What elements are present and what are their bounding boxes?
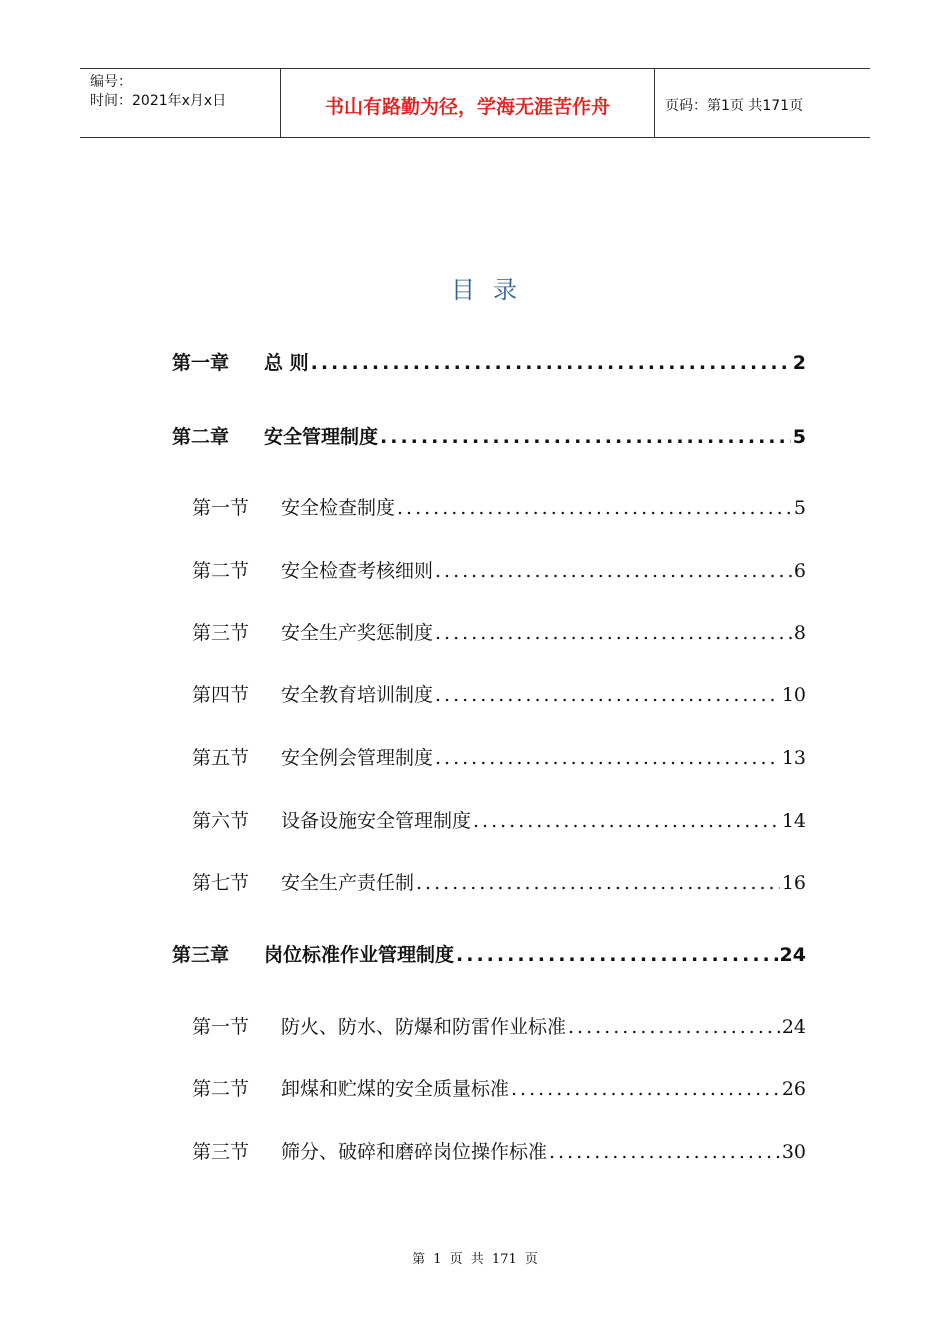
toc-entry-number: 第四节 bbox=[192, 684, 250, 706]
header-meta bbox=[80, 69, 281, 137]
toc-entry[interactable] bbox=[192, 556, 806, 583]
toc-entry-number: 第三节 bbox=[192, 1141, 250, 1163]
toc-entry-title: 安全例会管理制度 bbox=[281, 747, 434, 769]
toc-entry-page: 16 bbox=[781, 872, 806, 894]
toc-leader-dots bbox=[456, 944, 778, 966]
header-page-info: 页码：第1页 共171页 bbox=[665, 98, 804, 114]
toc-entry[interactable] bbox=[172, 348, 806, 375]
toc-entry-number: 第七节 bbox=[192, 872, 250, 894]
toc-leader-dots bbox=[311, 352, 791, 374]
toc-entry[interactable] bbox=[192, 1137, 806, 1164]
toc-entry-number: 第二节 bbox=[192, 1078, 250, 1100]
toc-entry-title: 设备设施安全管理制度 bbox=[281, 810, 472, 832]
page-footer: 第 1 页 共 171 页 bbox=[412, 1252, 538, 1267]
toc-entry[interactable] bbox=[192, 680, 806, 707]
toc-entry-title: 卸煤和贮煤的安全质量标准 bbox=[281, 1078, 510, 1100]
toc-entry-title: 总 则 bbox=[264, 352, 309, 374]
toc-leader-dots bbox=[473, 810, 780, 832]
toc-title: 目录 bbox=[451, 276, 535, 304]
toc-entry[interactable] bbox=[192, 618, 806, 645]
toc-entry-title: 防火、防水、防爆和防雷作业标准 bbox=[281, 1016, 567, 1038]
toc-leader-dots bbox=[397, 497, 792, 519]
toc-entry-title: 安全检查考核细则 bbox=[281, 560, 434, 582]
header-code-label: 编号： bbox=[90, 74, 132, 90]
toc-entry-number: 第二节 bbox=[192, 560, 250, 582]
toc-entry-page: 10 bbox=[781, 684, 806, 706]
toc-entry-title: 安全生产责任制 bbox=[281, 872, 415, 894]
toc-leader-dots bbox=[435, 622, 792, 644]
toc-entry-title: 安全管理制度 bbox=[264, 426, 379, 448]
toc-entry-title: 安全教育培训制度 bbox=[281, 684, 434, 706]
toc-entry-number: 第五节 bbox=[192, 747, 250, 769]
toc-entry-title: 筛分、破碎和磨碎岗位操作标准 bbox=[281, 1141, 548, 1163]
toc-entry-page: 26 bbox=[781, 1078, 806, 1100]
toc-entry-page: 13 bbox=[781, 747, 806, 769]
toc-entry-page: 14 bbox=[781, 810, 806, 832]
toc-entry-number: 第三节 bbox=[192, 622, 250, 644]
toc-entry-page: 5 bbox=[792, 426, 806, 448]
toc-entry[interactable] bbox=[192, 1012, 806, 1039]
toc-leader-dots bbox=[568, 1016, 780, 1038]
toc-entry-number: 第一章 bbox=[172, 352, 230, 374]
toc-entry-page: 30 bbox=[781, 1141, 806, 1163]
toc-leader-dots bbox=[435, 684, 780, 706]
toc-entry-number: 第三章 bbox=[172, 944, 230, 966]
toc-entry[interactable] bbox=[192, 868, 806, 895]
toc-entry-page: 2 bbox=[792, 352, 806, 374]
toc-entry-page: 24 bbox=[779, 944, 806, 966]
toc-entry[interactable] bbox=[192, 743, 806, 770]
toc-leader-dots bbox=[549, 1141, 780, 1163]
page-header bbox=[80, 68, 870, 138]
toc-entry-page: 24 bbox=[781, 1016, 806, 1038]
toc-leader-dots bbox=[511, 1078, 780, 1100]
toc-leader-dots bbox=[380, 426, 791, 448]
toc-leader-dots bbox=[435, 747, 780, 769]
toc-entry-number: 第一节 bbox=[192, 1016, 250, 1038]
toc-entry-number: 第六节 bbox=[192, 810, 250, 832]
toc-entry-title: 安全检查制度 bbox=[281, 497, 396, 519]
toc-entry-page: 5 bbox=[793, 497, 806, 519]
toc-entry-title: 岗位标准作业管理制度 bbox=[264, 944, 455, 966]
toc-entry[interactable] bbox=[192, 806, 806, 833]
toc-entry-page: 8 bbox=[793, 622, 806, 644]
toc-entry-title: 安全生产奖惩制度 bbox=[281, 622, 434, 644]
toc-entry[interactable] bbox=[172, 940, 806, 967]
header-time-label: 时间：2021年x月x日 bbox=[90, 93, 227, 109]
toc-entry-number: 第二章 bbox=[172, 426, 230, 448]
toc-entry[interactable] bbox=[172, 422, 806, 449]
header-motto: 书山有路勤为径，学海无涯苦作舟 bbox=[281, 69, 655, 137]
toc-entry-number: 第一节 bbox=[192, 497, 250, 519]
toc-entry-page: 6 bbox=[793, 560, 806, 582]
toc-entry[interactable] bbox=[192, 493, 806, 520]
toc-leader-dots bbox=[416, 872, 780, 894]
toc-entry[interactable] bbox=[192, 1074, 806, 1101]
toc-leader-dots bbox=[435, 560, 792, 582]
